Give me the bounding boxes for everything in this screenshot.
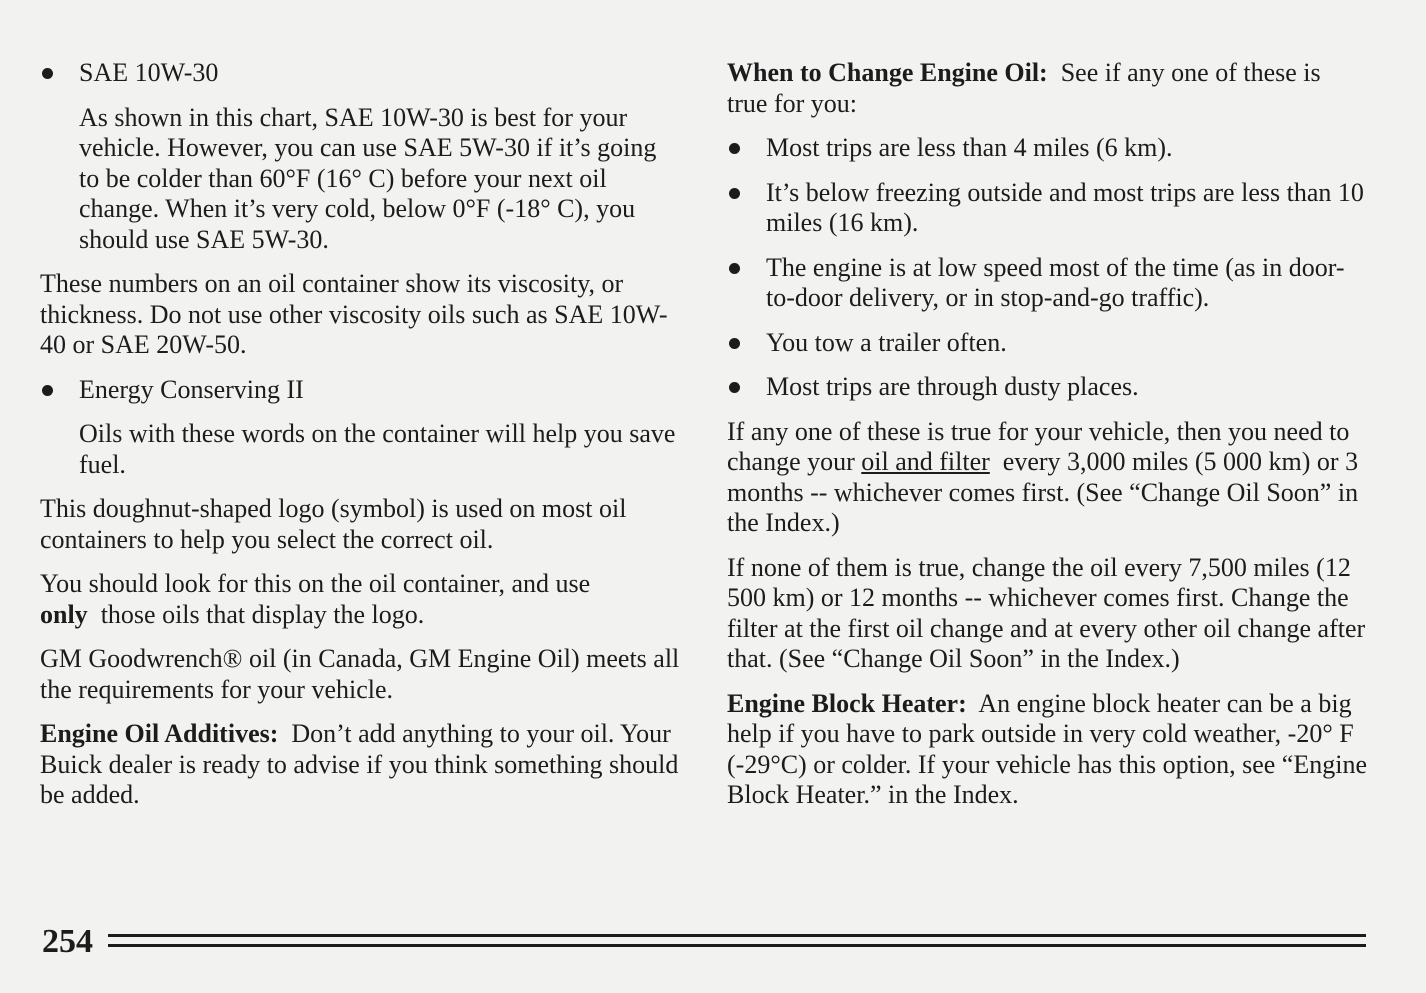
condition-item (727, 328, 1367, 359)
condition-text: Most trips are through dusty places. (766, 372, 1139, 401)
bullet-dot (729, 143, 740, 154)
condition-text: It’s below freezing outside and most trips are less than 10 miles (16 km). (766, 177, 1364, 237)
left-column (40, 58, 680, 825)
footer-rule-top (108, 934, 1366, 937)
text-run: You should look for this on the oil container, and use (40, 569, 591, 598)
when-to-change-paragraph (727, 58, 1367, 119)
page-footer (42, 920, 1366, 964)
additives-paragraph (40, 719, 680, 811)
change-interval-paragraph (727, 417, 1367, 539)
block-heater-heading: Engine Block Heater: (727, 688, 967, 718)
oil-and-filter-link[interactable]: oil and filter (861, 447, 990, 476)
sae-10w30-description: As shown in this chart, SAE 10W-30 is best for your vehicle. However, you can use SAE 5W-30 if it’s going to be colder than 60°F (16° C) before your next oil change. When it’s very cold, below 0°F (-18° C), you should use SAE 5W-30. (79, 102, 657, 254)
condition-text: You tow a trailer often. (766, 327, 1007, 357)
bullet-dot (729, 263, 740, 274)
when-to-change-heading: When to Change Engine Oil: (727, 58, 1048, 87)
condition-item (727, 178, 1367, 239)
right-column (727, 58, 1367, 825)
bullet-title: SAE 10W-30 (79, 58, 219, 87)
text-run: every 3,000 miles (5 000 km) or 3 months -- whichever comes first. (See “Change Oil Soon” in the Index.) (727, 447, 1359, 537)
bullet-title: Energy Conserving II (79, 374, 304, 404)
logo-paragraph: This doughnut-shaped logo (symbol) is used on most oil containers to help you select the correct oil. (40, 494, 627, 554)
footer-rule-bottom (108, 944, 1366, 947)
normal-interval-paragraph: If none of them is true, change the oil every 7,500 miles (12 500 km) or 12 months -- whichever comes first. Change the filter at the first oil change and at every other oil change after that. (See “Change Oil Soon” in the Index.) (727, 552, 1366, 673)
additives-heading: Engine Oil Additives: (40, 719, 279, 748)
condition-text: Most trips are less than 4 miles (6 km). (766, 133, 1173, 162)
additives-body: Don’t add anything to your oil. Your Buick dealer is ready to advise if you think something should be added. (40, 719, 679, 809)
bullet-dot (729, 188, 740, 199)
page-number: 254 (42, 923, 93, 960)
bullet-dot (42, 68, 53, 79)
condition-item (727, 253, 1367, 314)
condition-text: The engine is at low speed most of the time (as in door-to-door delivery, or in stop-and-go traffic). (766, 252, 1345, 312)
condition-item (727, 133, 1367, 164)
text-run: If any one of these is true for your vehicle, then you need to change your (727, 416, 1350, 476)
goodwrench-paragraph: GM Goodwrench® oil (in Canada, GM Engine Oil) meets all the requirements for your vehicle. (40, 644, 680, 704)
emphasis-only: only (40, 599, 88, 629)
text-run: those oils that display the logo. (100, 599, 425, 629)
look-for-logo-paragraph (40, 569, 680, 630)
bullet-sae-10w30 (40, 58, 680, 89)
condition-item (727, 372, 1367, 403)
block-heater-body: An engine block heater can be a big help if you have to park outside in very cold weather, -20° F (-29°C) or colder. If your vehicle has this option, see “Engine Block Heater.” in the Index. (727, 688, 1367, 809)
block-heater-paragraph (727, 689, 1367, 811)
bullet-energy-conserving (40, 375, 680, 406)
when-to-change-body: See if any one of these is true for you: (727, 58, 1321, 118)
bullet-dot (729, 338, 740, 349)
bullet-dot (729, 382, 740, 393)
energy-conserving-description: Oils with these words on the container will help you save fuel. (79, 419, 676, 479)
bullet-dot (42, 385, 53, 396)
viscosity-paragraph: These numbers on an oil container show its viscosity, or thickness. Do not use other viscosity oils such as SAE 10W-40 or SAE 20W-50. (40, 269, 668, 359)
